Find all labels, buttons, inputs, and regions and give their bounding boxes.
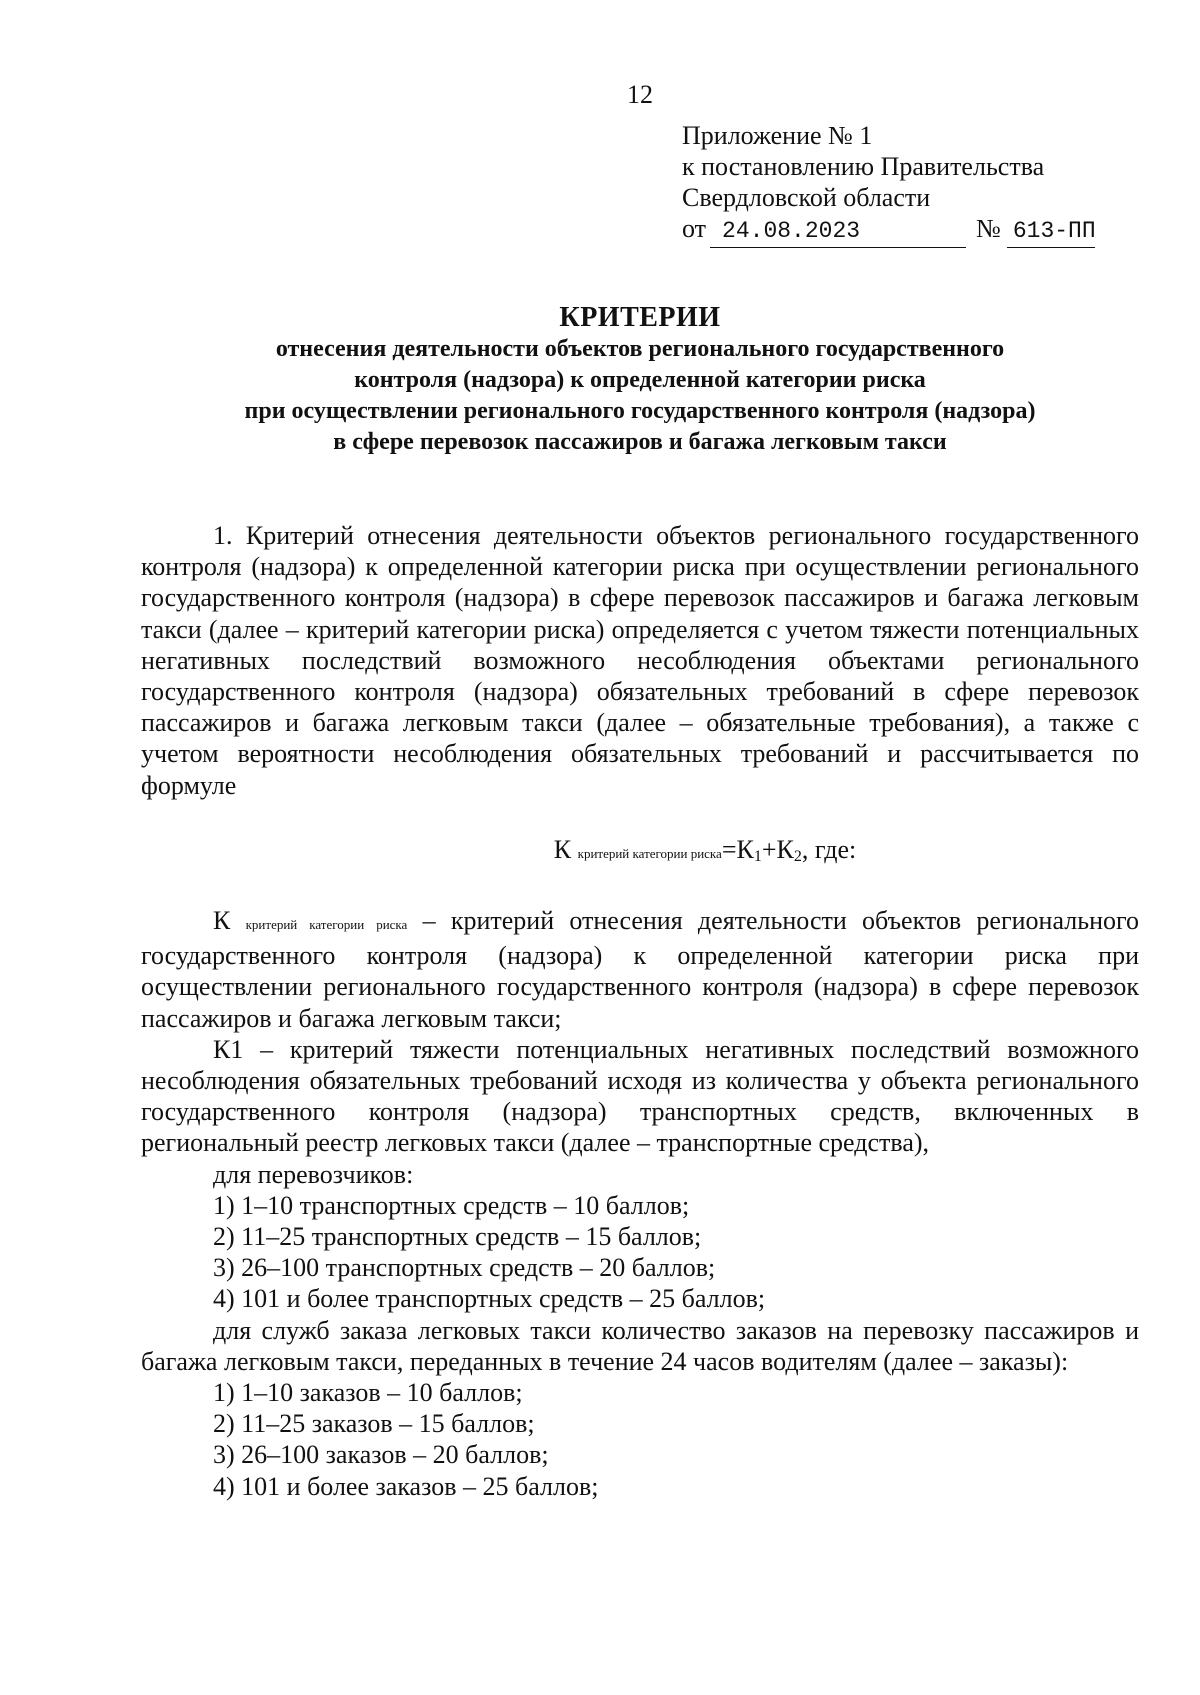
formula-equals: = <box>721 834 737 864</box>
document-body <box>141 520 1139 1502</box>
services-item-2: 2) 11–25 заказов – 15 баллов; <box>213 1409 535 1439</box>
formula-k1: К <box>736 834 754 864</box>
carriers-item-2: 2) 11–25 транспортных средств – 15 баллов; <box>213 1222 702 1252</box>
services-heading: для служб заказа легковых такси количество заказов на перевозку пассажиров и багажа легковым такси, переданных в течение 24 часов водителям (далее – заказы): <box>141 1315 1139 1376</box>
definition-k-text: – критерий отнесения деятельности объектов регионального государственного контроля (надзора) к определенной категории риска при осуществлении регионального государственного контроля (надзора) в сфере перевозок пассажиров и багажа легковым такси; <box>141 906 1140 1033</box>
appendix-line-1: Приложение № 1 <box>682 121 873 150</box>
formula-k-subscript: критерий категории риска <box>577 845 722 861</box>
services-item-3: 3) 26–100 заказов – 20 баллов; <box>213 1440 549 1470</box>
title-line-2: контроля (надзора) к определенной категории риска <box>354 367 926 393</box>
definition-k1: К1 – критерий тяжести потенциальных негативных последствий возможного несоблюдения обязательных требований исходя из количества у объекта регионального государственного контроля (надзора) транспортных средств, включенных в региональный реестр легковых такси (далее – транспортные средства), <box>141 1034 1139 1158</box>
title-line-4: в сфере перевозок пассажиров и багажа легковым такси <box>333 429 947 455</box>
carriers-item-3: 3) 26–100 транспортных средств – 20 баллов; <box>213 1253 716 1283</box>
formula-k2: К <box>776 834 794 864</box>
title-line-3: при осуществлении регионального государственного контроля (надзора) <box>244 398 1036 424</box>
definition-k-subscript: критерий категории риска <box>245 917 408 933</box>
appendix-line-2: к постановлению Правительства <box>682 152 1045 181</box>
carriers-item-4: 4) 101 и более транспортных средств – 25 баллов; <box>213 1284 766 1314</box>
number-sign: № <box>976 214 1001 243</box>
formula-k: К <box>553 834 572 864</box>
carriers-heading: для перевозчиков: <box>213 1159 414 1189</box>
services-item-4: 4) 101 и более заказов – 25 баллов; <box>213 1471 599 1501</box>
services-item-1: 1) 1–10 заказов – 10 баллов; <box>213 1378 523 1408</box>
resolution-date: 24.08.2023 <box>710 216 966 248</box>
title-line-1: отнесения деятельности объектов регионального государственного <box>275 336 1005 362</box>
definition-k <box>141 905 1139 1034</box>
formula-k2-subscript: 2 <box>793 847 802 865</box>
paragraph-1: 1. Критерий отнесения деятельности объектов регионального государственного контроля (надзора) к определенной категории риска при осуществлении регионального государственного контроля (надзора) в сфере перевозок пассажиров и багажа легковым такси (далее – критерий категории риска) определяется с учетом тяжести потенциальных негативных последствий возможного несоблюдения объектами регионального государственного контроля (надзора) обязательных требований в сфере перевозок пассажиров и багажа легковым такси (далее – обязательные требования), а также с учетом вероятности несоблюдения обязательных требований и рассчитывается по формуле <box>141 521 1139 800</box>
date-prefix: от <box>682 214 707 243</box>
risk-formula <box>271 834 1139 872</box>
page-number: 12 <box>627 80 653 109</box>
definition-k-symbol: К <box>213 906 231 936</box>
document-title: КРИТЕРИИ <box>559 302 721 333</box>
document-title-block <box>140 302 1140 458</box>
formula-k1-subscript: 1 <box>753 847 762 865</box>
appendix-line-3: Свердловской области <box>682 183 931 212</box>
formula-plus: + <box>761 834 777 864</box>
carriers-item-1: 1) 1–10 транспортных средств – 10 баллов; <box>213 1190 690 1220</box>
appendix-date-line <box>682 213 1095 248</box>
appendix-header <box>682 120 1095 248</box>
resolution-number: 613-ПП <box>1007 216 1095 248</box>
formula-suffix: , где: <box>801 834 857 864</box>
